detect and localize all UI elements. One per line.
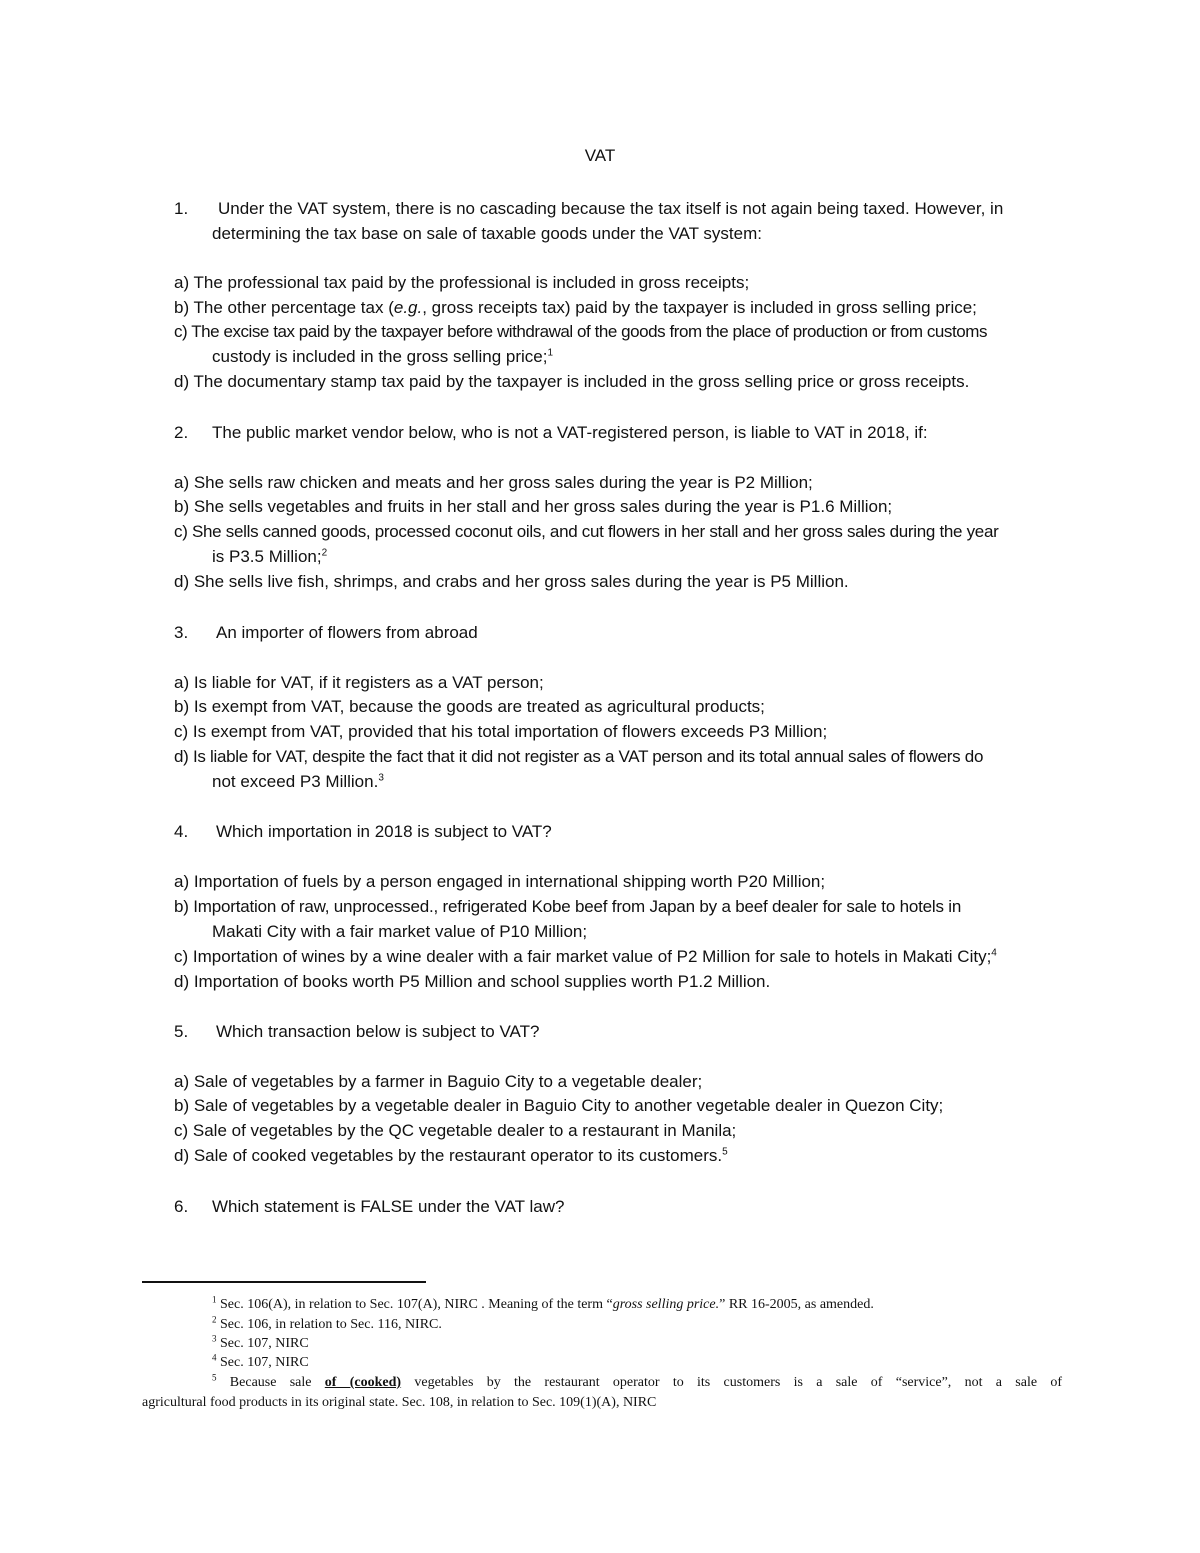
footnote-5-continued: [142, 1393, 1062, 1412]
option-text: b) Sale of vegetables by a vegetable dealer in Baguio City to another vegetable dealer in Quezon City;: [174, 1096, 944, 1115]
footnote-ref[interactable]: 5: [722, 1146, 728, 1158]
option-3d: [174, 744, 1064, 794]
footnote-ref[interactable]: 3: [378, 772, 384, 784]
option-text-italic: e.g.: [393, 298, 423, 317]
option-2a: [174, 470, 1064, 495]
question-number: 2.: [174, 423, 189, 442]
footnote-marker: 5: [212, 1372, 217, 1383]
option-1a: [174, 270, 1064, 295]
option-text: custody is included in the gross selling price;: [212, 347, 548, 366]
option-text: b) She sells vegetables and fruits in her stall and her gross sales during the year is P1.6 Million;: [174, 497, 893, 516]
option-text: not exceed P3 Million.: [212, 772, 379, 791]
question-text: The public market vendor below, who is not a VAT-registered person, is liable to VAT in 2018, if:: [212, 423, 928, 442]
option-5b: [174, 1093, 1064, 1118]
option-text: b) Importation of raw, unprocessed., refrigerated Kobe beef from Japan by a beef dealer for sale to hotels in: [174, 897, 962, 916]
footnote-text: ” RR 16-2005, as amended.: [719, 1297, 874, 1312]
option-text: d) Is liable for VAT, despite the fact that it did not register as a VAT person and its total annual sales of flowers do: [174, 747, 984, 766]
option-text: b) The other percentage tax (: [174, 298, 394, 317]
option-text: d) Sale of cooked vegetables by the restaurant operator to its customers.: [174, 1146, 723, 1165]
footnote-4: [212, 1353, 1062, 1372]
footnote-3: [212, 1334, 1062, 1353]
footnote-separator: [142, 1281, 426, 1283]
footnote-text: agricultural food products in its original state. Sec. 108, in relation to Sec. 109(1)(A), NIRC: [142, 1395, 657, 1410]
question-number: 5.: [174, 1022, 189, 1041]
footnote-text: Sec. 107, NIRC: [220, 1355, 309, 1370]
option-1d: [174, 369, 1064, 394]
option-text: c) She sells canned goods, processed coconut oils, and cut flowers in her stall and her gross sales during the year: [174, 522, 999, 541]
option-text: a) Importation of fuels by a person engaged in international shipping worth P20 Million;: [174, 872, 826, 891]
question-text: Which transaction below is subject to VAT?: [216, 1022, 540, 1041]
option-5a: [174, 1069, 1064, 1094]
footnote-text: Because sale: [229, 1375, 325, 1390]
option-4a: [174, 869, 1064, 894]
option-text-continued: Makati City with a fair market value of P10 Million;: [212, 922, 588, 941]
question-1: [174, 196, 1064, 246]
footnote-5: [212, 1373, 1062, 1392]
option-text-continued: [174, 344, 1064, 369]
option-text: d) She sells live fish, shrimps, and crabs and her gross sales during the year is P5 Million.: [174, 572, 849, 591]
option-text: is P3.5 Million;: [212, 547, 322, 566]
option-text: c) Sale of vegetables by the QC vegetable dealer to a restaurant in Manila;: [174, 1121, 737, 1140]
question-6: [174, 1194, 1064, 1219]
footnote-marker: 2: [212, 1314, 217, 1325]
option-3c: [174, 719, 1064, 744]
option-text: , gross receipts tax) paid by the taxpayer is included in gross selling price;: [422, 298, 977, 317]
option-3b: [174, 694, 1064, 719]
option-text: b) Is exempt from VAT, because the goods are treated as agricultural products;: [174, 697, 765, 716]
option-2b: [174, 494, 1064, 519]
option-5d: [174, 1143, 1064, 1168]
option-text: c) Importation of wines by a wine dealer with a fair market value of P2 Million for sale to hotels in Makati City;: [174, 947, 992, 966]
option-3a: [174, 670, 1064, 695]
option-text: a) Is liable for VAT, if it registers as a VAT person;: [174, 673, 544, 692]
question-number: 4.: [174, 822, 189, 841]
question-text-continued: determining the tax base on sale of taxable goods under the VAT system:: [212, 224, 762, 243]
question-text: Which statement is FALSE under the VAT law?: [212, 1197, 565, 1216]
question-number: 3.: [174, 623, 189, 642]
footnote-ref[interactable]: 4: [991, 947, 997, 959]
footnote-text: Sec. 107, NIRC: [220, 1336, 309, 1351]
question-2: [174, 420, 1064, 445]
option-4d: [174, 969, 1064, 994]
footnote-1: [212, 1295, 1062, 1314]
option-text-continued: [174, 769, 1064, 794]
question-number: 1.: [174, 199, 189, 218]
question-text: Which importation in 2018 is subject to VAT?: [216, 822, 552, 841]
option-4c: [174, 944, 1064, 969]
footnote-marker: 4: [212, 1352, 217, 1363]
option-text: c) The excise tax paid by the taxpayer before withdrawal of the goods from the place of production or from customs: [174, 322, 987, 341]
option-2d: [174, 569, 1064, 594]
option-4b: [174, 894, 1064, 944]
footnote-ref[interactable]: 2: [321, 547, 328, 559]
footnote-text: Sec. 106, in relation to Sec. 116, NIRC.: [220, 1317, 442, 1332]
option-text: a) She sells raw chicken and meats and her gross sales during the year is P2 Million;: [174, 473, 813, 492]
question-5: [174, 1019, 1064, 1044]
footnote-text: Sec. 106(A), in relation to Sec. 107(A), NIRC . Meaning of the term “: [220, 1297, 613, 1312]
question-text: An importer of flowers from abroad: [216, 623, 478, 642]
footnote-text-emphasis: of (cooked): [324, 1375, 402, 1390]
option-text: d) Importation of books worth P5 Million and school supplies worth P1.2 Million.: [174, 972, 771, 991]
footnote-ref[interactable]: 1: [547, 347, 554, 359]
question-number: 6.: [174, 1197, 189, 1216]
question-text: Under the VAT system, there is no cascading because the tax itself is not again being taxed. However, in: [218, 199, 1004, 218]
footnote-marker: 3: [212, 1333, 217, 1344]
option-text: a) Sale of vegetables by a farmer in Baguio City to a vegetable dealer;: [174, 1072, 703, 1091]
footnote-2: [212, 1315, 1062, 1334]
option-text-continued: [174, 544, 1064, 569]
option-2c: [174, 519, 1064, 569]
footnote-text: vegetables by the restaurant operator to its customers is a sale of “service”, not a sale of: [401, 1375, 1062, 1390]
option-text: d) The documentary stamp tax paid by the taxpayer is included in the gross selling price or gross receipts.: [174, 372, 970, 391]
page-title: VAT: [584, 146, 616, 165]
footnote-marker: 1: [212, 1294, 217, 1305]
question-3: [174, 620, 1064, 645]
question-4: [174, 819, 1064, 844]
option-1b: [174, 295, 1064, 320]
footnote-text-italic: gross selling price.: [612, 1297, 720, 1312]
option-5c: [174, 1118, 1064, 1143]
option-1c: [174, 319, 1064, 369]
option-text: c) Is exempt from VAT, provided that his total importation of flowers exceeds P3 Million;: [174, 722, 828, 741]
option-text: a) The professional tax paid by the professional is included in gross receipts;: [174, 273, 750, 292]
